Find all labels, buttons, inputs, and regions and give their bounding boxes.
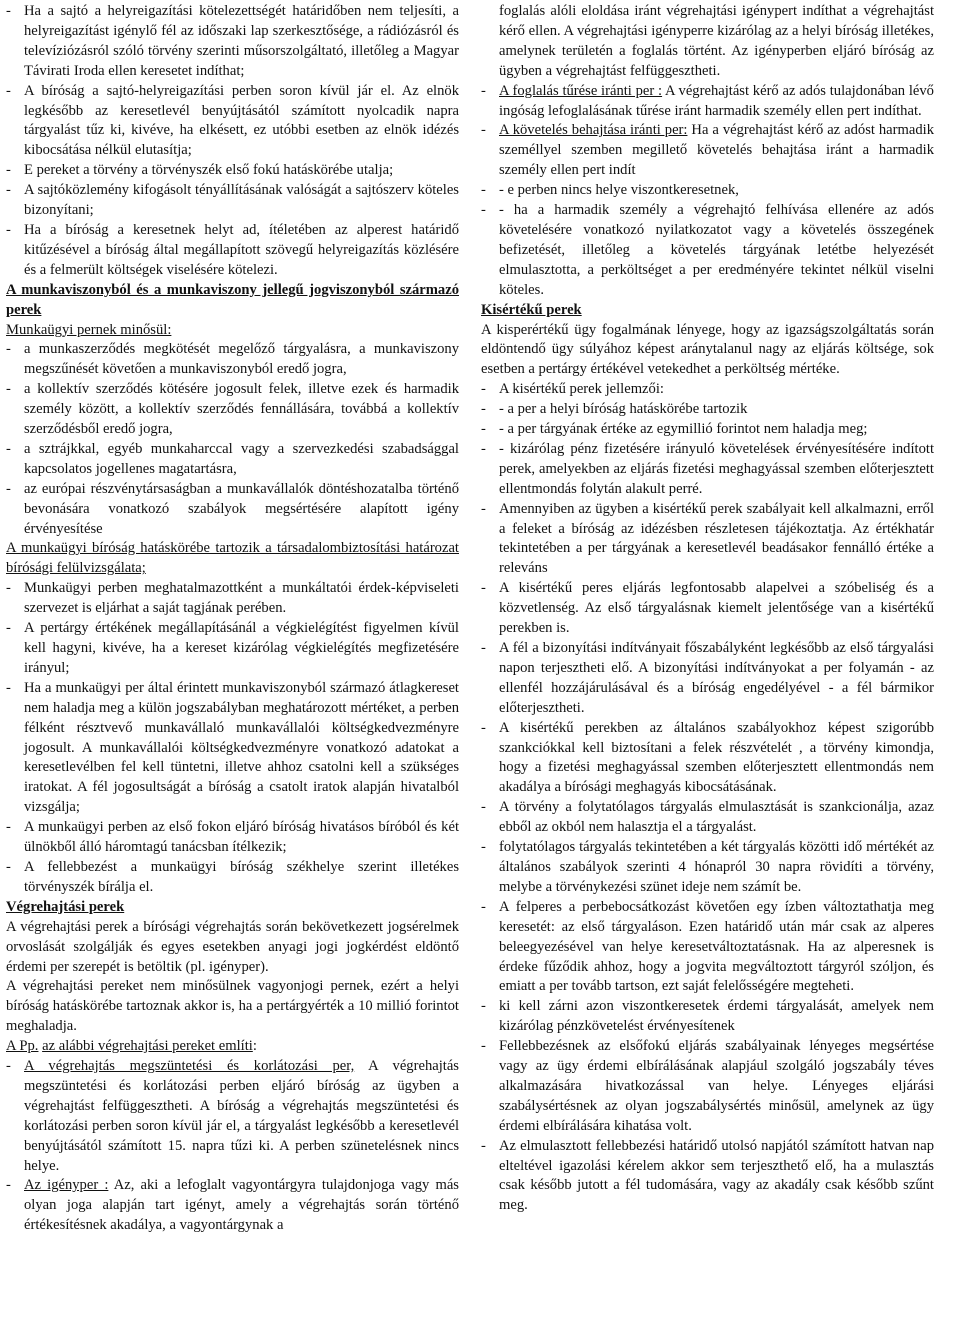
item-text: A fellebbezést a munkaügyi bíróság székhelye szerint illetékes törvényszék bírálja el. [24, 858, 459, 895]
bullet-dash: - [6, 679, 11, 696]
bullet-dash: - [481, 202, 486, 219]
bullet-dash: - [6, 162, 11, 179]
paragraph: foglalás alóli eloldása iránt végrehajtási igénypert indíthat a végrehajtást kérő ellen. A végrehajtási igényperre kizárólag az a helyi bíróság illetékes, amelynek területén a foglalás történt. Az igényperben eljáró bíróság az ügyben a végrehajtást felfüggesztheti. [499, 3, 934, 79]
item-text: A kisértékű perek jellemzői: [499, 381, 664, 398]
bullet-dash: - [481, 1137, 486, 1154]
item-title: A követelés behajtása iránti per: [499, 122, 688, 139]
item-text: A kisértékű peres eljárás legfontosabb alapelvei a szóbeliség és a közvetlenség. Az első tárgyalásnak kiemelt jelentősége van a kisértékű perekben is. [499, 580, 934, 637]
bullet-dash: - [6, 341, 11, 358]
item-text: Ha a munkaügyi per által érintett munkaviszonyból származó átlagkereset nem haladja meg a külön jogszabályban meghatározott mértéket, a perben félként résztvevő munkavállaló munkavállalói költségkedvezményre jogosult. A munkavállalói költségkedvezményre vonatkozó adatokat a keresetlevélben fel kell tüntetni, illetve ahhoz csatolni kell a szükséges iratokat. A fél jogosultságát a bíróság a csatolt iratok alapján hivatalból vizsgálja; [24, 679, 459, 816]
bullet-dash: - [481, 719, 486, 736]
item-text: - a per tárgyának értéke az egymillió forintot nem haladja meg; [499, 421, 868, 438]
bullet-dash: - [6, 620, 11, 637]
list-item [481, 997, 934, 1037]
item-text: - e perben nincs helye viszontkeresetnek, [499, 182, 739, 199]
list-item [6, 858, 459, 898]
item-text: Ha a sajtó a helyreigazítási kötelezettségét határidőben nem teljesíti, a helyreigazítást igénylő fél az időszaki lap szerkesztősége, a rádiózásról és televíziózásról szóló törvény szerinti műsorszolgáltató, illetőleg a Magyar Távirati Iroda ellen keresetet indíthat; [24, 3, 459, 79]
list-item [481, 639, 934, 719]
bullet-dash: - [481, 640, 486, 656]
item-text: A pertárgy értékének megállapításánál a végkielégítést figyelmen kívül kell hagyni, kivéve, ha a kereset kizárólag végkielégítés megfizetésére irányul; [24, 620, 459, 676]
paragraph: A végrehajtási pereket nem minősülnek vagyonjogi pernek, ezért a helyi bíróság hatáskörébe tartoznak akkor is, ha a pertárgyérték a 10 millió forintot meghaladja. [6, 978, 459, 1035]
bullet-dash: - [481, 998, 486, 1015]
bullet-dash: - [6, 182, 11, 199]
item-text: Az elmulasztott fellebbezési határidő utolsó napjától számított hatvan nap elteltével igazolási kérelem akkor sem terjeszthető elő, ha a mulasztás csak később jutott a fél tudomására, vagy az akadály csak később szűnt meg. [499, 1137, 934, 1214]
item-text: - ha a harmadik személy a végrehajtó felhívása ellenére az adós követelésére vonatkozó nyilatkozatot vagy a követelés összegének befizetését, illetőleg a követelés tárgyának letétbe helyezését elmulasztotta, a perköltséget a per eredményére tekintet nélkül viselni köteles. [499, 202, 934, 298]
section-heading-small-claims: Kisértékű perek [481, 301, 582, 318]
bullet-dash: - [481, 122, 486, 139]
list-item [481, 440, 934, 500]
item-text: Ha a bíróság a keresetnek helyt ad, ítéletében az alperest határidő kitűzésével a bíróság által megállapított szövegű helyreigazítás közlésére és a felmerült költségek viselésére kötelezi. [24, 221, 459, 278]
item-title: Az igényper : [24, 1177, 109, 1194]
list-item [481, 838, 934, 898]
item-text: Fellebbezésnek az elsőfokú eljárás szabályainak lényeges megsértése vagy az ügy érdemi elbírálásának alapjául szolgáló jogszabály téves alkalmazására hivatkozással van helye. Lényeges eljárási szabálysértésnek az olyan jogszabálysértés minősül, amelynek az ügy érdemi elbírálására kihatása volt. [499, 1038, 934, 1134]
list-item [481, 798, 934, 838]
item-text: Amennyiben az ügyben a kisértékű perek szabályait kell alkalmazni, erről a feleket a bíróság az idézésben részletesen tájékoztatja. Az értékhatár tekintetében a per tárgyának a keresetlevél beadásakor fennálló értéke a releváns [499, 500, 934, 577]
list-item [481, 82, 934, 122]
section-subheading: Munkaügyi pernek minősül: [6, 321, 172, 338]
labor-court-competence: A munkaügyi bíróság hatáskörébe tartozik a társadalombiztosítási határozat bírósági felülvizsgálata; [6, 540, 459, 577]
left-column [6, 2, 459, 1337]
section-heading-enforcement: Végrehajtási perek [6, 898, 125, 915]
bullet-dash: - [481, 440, 486, 457]
list-item [6, 1176, 459, 1236]
paragraph [6, 1037, 459, 1057]
list-item [481, 201, 934, 301]
bullet-dash: - [481, 839, 486, 856]
bullet-dash: - [481, 1038, 486, 1055]
item-text: folytatólagos tárgyalás tekintetében a két tárgyalás közötti idő mértékét az általános szabályok szerinti 4 hónapról 30 napra rövidíti a törvény, melybe a törvénykezési szünet ideje nem számít be. [499, 839, 934, 895]
list-item [481, 500, 934, 580]
list-item [481, 1137, 934, 1217]
bullet-dash: - [6, 858, 11, 875]
bullet-dash: - [6, 580, 11, 597]
bullet-dash: - [481, 82, 486, 99]
item-title: A foglalás tűrése iránti per : [499, 82, 663, 99]
list-item [6, 480, 459, 540]
bullet-dash: - [481, 799, 486, 816]
list-item [6, 440, 459, 480]
list-item [6, 619, 459, 679]
bullet-dash: - [6, 3, 11, 19]
bullet-dash: - [481, 182, 486, 199]
right-column [481, 2, 934, 1337]
list-item [481, 420, 934, 440]
item-title: A végrehajtás megszüntetési és korlátozási per, [24, 1058, 355, 1075]
list-item [6, 818, 459, 858]
bullet-dash: - [6, 440, 11, 457]
item-text: A bíróság a sajtó-helyreigazítási perben soron kívül jár el. Az elnök legkésőbb az keresetlevél benyújtásától számított nyolcadik napra tárgyalást tűz ki, kivéve, ha elkésett, ez utóbbi esetben az elnök idézés kibocsátása nélkül elutasítja; [24, 82, 459, 159]
list-item [6, 579, 459, 619]
list-item [481, 719, 934, 799]
item-text: - a per a helyi bíróság hatáskörébe tartozik [499, 401, 748, 418]
item-body: Ha a végrehajtást kérő az adóst harmadik személlyel szemben megillető követelés behajtása iránt a harmadik személy ellen pert indít [499, 122, 934, 179]
item-text: a munkaszerződés megkötését megelőző tárgyalásra, a munkaviszony megszűnését követően a munkaviszonyból eredő jogra, [24, 341, 459, 378]
list-item [6, 2, 459, 82]
item-body: A végrehajtás megszüntetési és korlátozási perben eljáró bíróság az ügyben a végrehajtást felfüggesztheti. A bíróság a végrehajtás megszüntetési és korlátozási perben soron kívül jár el, a tárgyalást legkésőbb a keresetlevél benyújtásától számított 15. napra tűzi ki. A perben szünetelésnek nincs helye. [24, 1058, 459, 1174]
paragraph: A kisperértékű ügy fogalmának lényege, hogy az igazságszolgáltatás során eldöntendő ügy súlyához képest aránytalanul nagy az eljárás költsége, sok esetben a pertárgy értékével vetekedhet a perköltség mértéke. [481, 321, 934, 378]
colon: : [252, 1038, 257, 1055]
bullet-dash: - [6, 480, 11, 497]
item-text: E pereket a törvény a törvényszék első fokú hatáskörébe utalja; [24, 162, 394, 179]
list-item [481, 121, 934, 181]
bullet-dash: - [481, 381, 486, 398]
list-item [481, 1037, 934, 1137]
section-heading-employment: A munkaviszonyból és a munkaviszony jellegű jogviszonyból származó perek [6, 281, 459, 318]
item-text: A törvény a folytatólagos tárgyalás elmulasztását is szankcionálja, azaz ebből az okból nem halasztja el a tárgyalást. [499, 799, 934, 836]
item-text: Munkaügyi perben meghatalmazottként a munkáltatói érdek-képviseleti szervezet is eljárhat a saját tagjának perében. [24, 580, 459, 617]
item-text: A kisértékű perekben az általános szabályokhoz képest szigorúbb szankciókkal kell biztosítani a felek részvételét , a törvény kimondja, hogy a fizetési meghagyással szemben előterjesztett ellentmondás nem akadálya a bírósági meghagyás kibocsátásának. [499, 719, 934, 796]
bullet-dash: - [481, 421, 486, 438]
list-item [481, 579, 934, 639]
list-item [6, 181, 459, 221]
bullet-dash: - [6, 82, 11, 99]
bullet-dash: - [6, 221, 11, 238]
list-item [6, 82, 459, 162]
list-item [481, 380, 934, 400]
item-text: ki kell zárni azon viszontkeresetek érdemi tárgyalását, amelyek nem kizárólag pénzkövetelést érvényesítenek [499, 998, 934, 1035]
item-text [24, 1176, 459, 1236]
list-item [6, 679, 459, 818]
item-text: az európai részvénytársaságban a munkavállalók döntéshozatalba történő bevonására vonatkozó szabályok megsértésére alapított igény érvényesítése [24, 480, 459, 537]
item-text: a sztrájkkal, egyéb munkaharccal vagy a szervezkedési szabadsággal kapcsolatos jogellenes magatartásra, [24, 440, 459, 477]
item-text: A felperes a perbebocsátkozást követően egy ízben változtathatja meg keresetét: az első tárgyaláson. Ezen határidő után már csak az alperes beleegyezésével van helye keresetváltoztatásnak. Ha az alperesnek is érdeke fűződik ahhoz, hogy a jogvita megváltoztott tárgyról szóljon, és emiatt a per tovább tartson, ezt saját felelősségére megteheti. [499, 898, 934, 995]
bullet-dash: - [481, 580, 486, 597]
item-text: A fél a bizonyítási indítványait főszabályként legkésőbb az első tárgyalási napon terjesztheti elő. A bizonyítási indítványokat a per folyamán - az ellenfél hozzájárulásával és a bíróság engedélyével - a fél bármikor előterjesztheti. [499, 640, 934, 716]
bullet-dash: - [6, 381, 11, 398]
item-body: A végrehajtást kérő az adós tulajdonában lévő ingóság lefoglalásának tűrése iránt harmadik személy ellen pert indíthat. [499, 82, 934, 119]
paragraph: A végrehajtási perek a bírósági végrehajtás során bekövetkezett jogsérelmek orvoslását szolgálják és egyes esetekben anyagi jogi jogkérdést eldöntő érdemi per szerepét is betöltik (pl. igényper). [6, 918, 459, 975]
bullet-dash: - [6, 1058, 11, 1075]
bullet-dash: - [481, 898, 486, 915]
item-text [24, 1057, 459, 1176]
item-text: a kollektív szerződés kötésére jogosult felek, illetve ezek és harmadik személy között, a kollektív szerződés fennállására, továbbá a kollektív szerződésből eredő jogra, [24, 381, 459, 438]
bullet-dash: - [6, 1177, 11, 1194]
list-item [6, 1057, 459, 1176]
pp-abbrev: A Pp. [6, 1038, 39, 1055]
item-text: A sajtóközlemény kifogásolt tényállításának valóságát a sajtószerv köteles bizonyítani; [24, 182, 459, 219]
list-item [481, 898, 934, 998]
pp-listing-label: az alábbi végrehajtási pereket említi [42, 1038, 253, 1055]
item-body: Az, aki a lefoglalt vagyontárgyra tulajdonjoga vagy más olyan joga alapján tart igényt, amely a végrehajtás során történő értékesítésnek akadálya, a vagyontárgynak a [24, 1177, 459, 1234]
list-item [6, 161, 459, 181]
list-item [481, 400, 934, 420]
list-item [481, 181, 934, 201]
item-text [499, 82, 934, 122]
item-text [499, 121, 934, 181]
bullet-dash: - [481, 500, 486, 517]
item-text: - kizárólag pénz fizetésére irányuló követelések érvényesítésére indított perek, amelyekben az eljárás fizetési meghagyással szemben előterjesztett ellentmondás folytán alakult perré. [499, 440, 934, 497]
list-item [6, 221, 459, 281]
item-text: A munkaügyi perben az első fokon eljáró bíróság hivatásos bíróból és két ülnökből álló háromtagú tanácsban ítélkezik; [24, 819, 459, 856]
bullet-dash: - [6, 819, 11, 836]
bullet-dash: - [481, 401, 486, 418]
list-item [6, 380, 459, 440]
list-item [6, 340, 459, 380]
